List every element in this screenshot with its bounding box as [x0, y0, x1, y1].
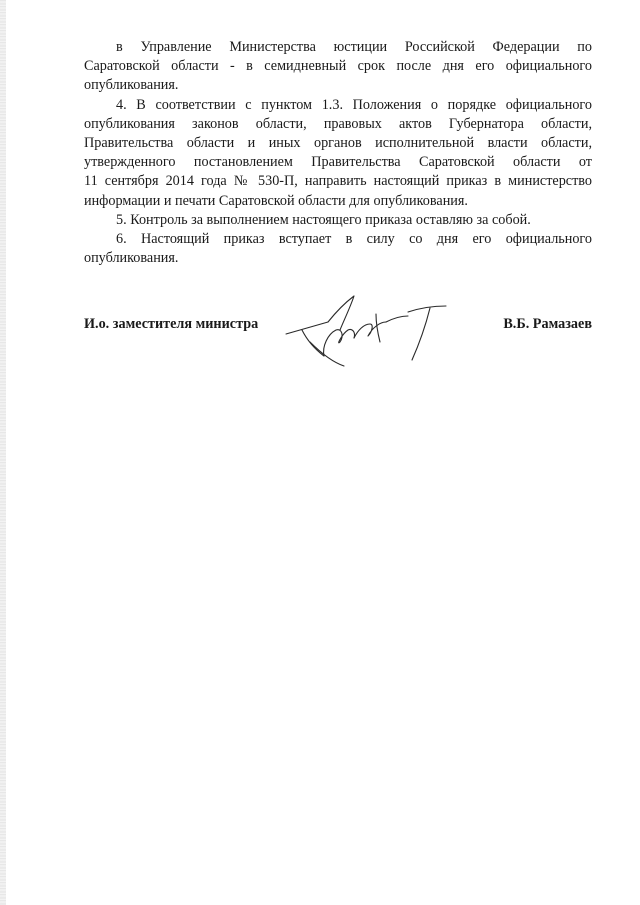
text-line: опубликования. [84, 250, 179, 267]
text-line: 11 сентября 2014 года № 530-П, направить настоящий приказ в министерство [84, 173, 592, 190]
text-line: 4. В соответствии с пунктом 1.3. Положения о порядке официального [116, 96, 592, 113]
text-line: Правительства области и иных органов исполнительной власти области, [84, 135, 592, 152]
text-line: 6. Настоящий приказ вступает в силу со дня его официального [116, 231, 592, 248]
text-line: Саратовской области - в семидневный срок после дня его официального [84, 58, 592, 75]
paragraph-5 [84, 211, 592, 230]
text-line: 5. Контроль за выполнением настоящего приказа оставляю за собой. [116, 211, 531, 228]
text-line: опубликования. [84, 77, 179, 94]
text-line: утвержденного постановлением Правительства Саратовской области от [84, 154, 592, 171]
paragraph-6 [84, 230, 592, 268]
text-line: в Управление Министерства юстиции Российской Федерации по [116, 39, 592, 55]
document-body [84, 38, 592, 268]
text-line: информации и печати Саратовской области для опубликования. [84, 192, 468, 209]
signatory-title: И.о. заместителя министра [84, 316, 259, 332]
signature-block [84, 316, 592, 346]
scan-edge [0, 0, 6, 905]
paragraph-4 [84, 96, 592, 211]
paragraph-3-continuation [84, 38, 592, 96]
signatory-name: В.Б. Рамазаев [503, 316, 592, 332]
text-line: опубликования законов области, правовых актов Губернатора области, [84, 115, 592, 132]
